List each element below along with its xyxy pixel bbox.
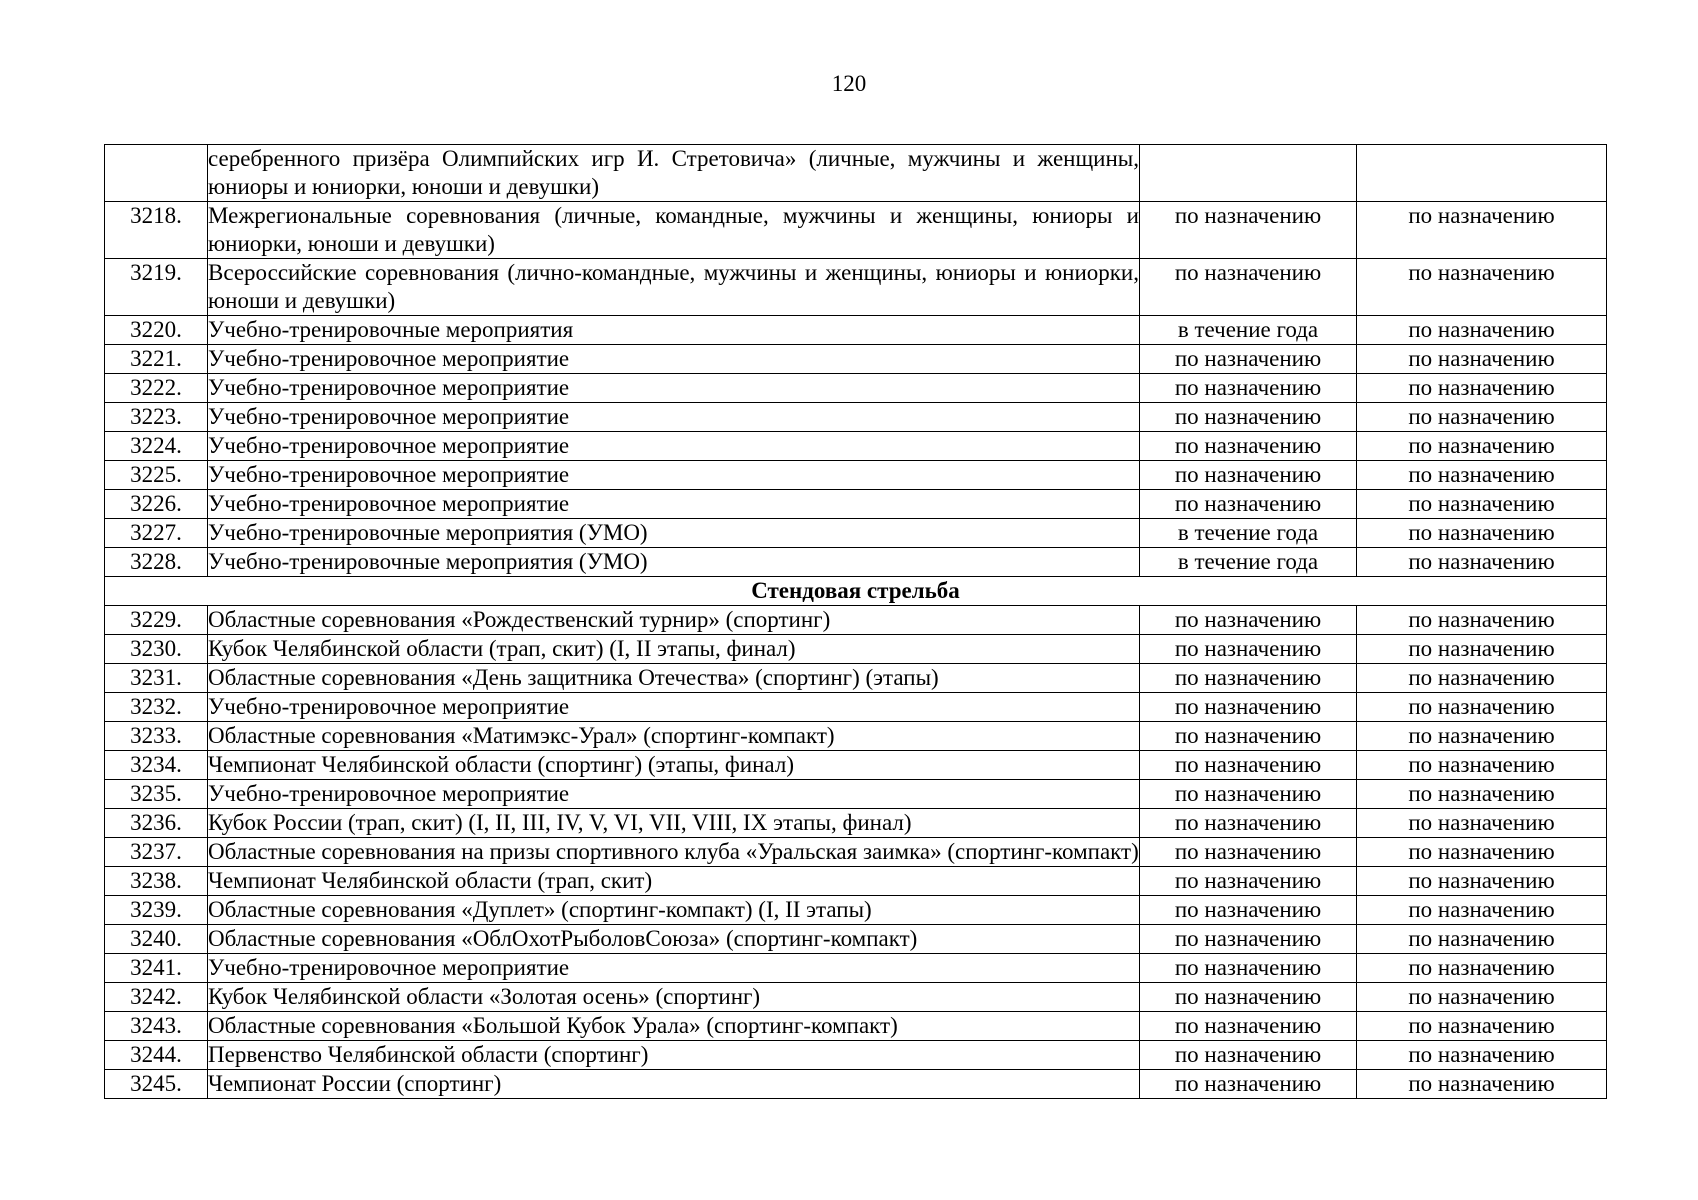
- row-number: 3229.: [105, 606, 208, 635]
- event-venue: по назначению: [1357, 983, 1607, 1012]
- event-name: Областные соревнования на призы спортивного клуба «Уральская заимка» (спортинг-компакт): [208, 838, 1140, 867]
- event-name: Кубок Челябинской области (трап, скит) (I, II этапы, финал): [208, 635, 1140, 664]
- event-venue: по назначению: [1357, 490, 1607, 519]
- event-name: Учебно-тренировочное мероприятие: [208, 403, 1140, 432]
- event-name: Кубок России (трап, скит) (I, II, III, IV, V, VI, VII, VIII, IX этапы, финал): [208, 809, 1140, 838]
- table-row: [105, 809, 1607, 838]
- event-venue: по назначению: [1357, 548, 1607, 577]
- event-date: в течение года: [1140, 316, 1357, 345]
- row-number: 3239.: [105, 896, 208, 925]
- table-row: [105, 983, 1607, 1012]
- row-number: 3219.: [105, 259, 208, 316]
- events-table-body: [105, 145, 1607, 1099]
- table-row: [105, 925, 1607, 954]
- event-date: по назначению: [1140, 983, 1357, 1012]
- table-row: [105, 432, 1607, 461]
- row-number: 3244.: [105, 1041, 208, 1070]
- table-row: [105, 461, 1607, 490]
- table-row: [105, 316, 1607, 345]
- row-number: 3222.: [105, 374, 208, 403]
- event-name: Учебно-тренировочное мероприятие: [208, 432, 1140, 461]
- event-name: Областные соревнования «Дуплет» (спортинг-компакт) (I, II этапы): [208, 896, 1140, 925]
- event-name: Учебно-тренировочное мероприятие: [208, 780, 1140, 809]
- event-date: по назначению: [1140, 896, 1357, 925]
- section-title: Стендовая стрельба: [105, 577, 1607, 606]
- table-row: [105, 751, 1607, 780]
- event-date: в течение года: [1140, 548, 1357, 577]
- event-venue: по назначению: [1357, 606, 1607, 635]
- row-number: 3242.: [105, 983, 208, 1012]
- page-number: 120: [831, 71, 867, 96]
- event-name: Кубок Челябинской области «Золотая осень» (спортинг): [208, 983, 1140, 1012]
- event-name: Учебно-тренировочное мероприятие: [208, 345, 1140, 374]
- event-date: по назначению: [1140, 722, 1357, 751]
- table-row: [105, 548, 1607, 577]
- event-name: Первенство Челябинской области (спортинг): [208, 1041, 1140, 1070]
- event-venue: по назначению: [1357, 867, 1607, 896]
- row-number: 3231.: [105, 664, 208, 693]
- table-row: [105, 259, 1607, 316]
- row-number: 3237.: [105, 838, 208, 867]
- event-name: Учебно-тренировочные мероприятия (УМО): [208, 519, 1140, 548]
- table-row: [105, 664, 1607, 693]
- event-venue: по назначению: [1357, 635, 1607, 664]
- event-venue: по назначению: [1357, 693, 1607, 722]
- table-row: [105, 867, 1607, 896]
- table-row: [105, 1041, 1607, 1070]
- event-date: по назначению: [1140, 751, 1357, 780]
- table-row: [105, 1012, 1607, 1041]
- row-number: 3230.: [105, 635, 208, 664]
- table-row: [105, 345, 1607, 374]
- event-venue: по назначению: [1357, 403, 1607, 432]
- event-venue: по назначению: [1357, 925, 1607, 954]
- event-date: по назначению: [1140, 1070, 1357, 1099]
- event-name: Чемпионат Челябинской области (трап, скит): [208, 867, 1140, 896]
- event-name: Учебно-тренировочное мероприятие: [208, 374, 1140, 403]
- row-number: 3234.: [105, 751, 208, 780]
- row-number: 3224.: [105, 432, 208, 461]
- row-number: 3236.: [105, 809, 208, 838]
- row-number: 3218.: [105, 202, 208, 259]
- event-name: Всероссийские соревнования (лично-командные, мужчины и женщины, юниоры и юниорки, юноши и девушки): [208, 259, 1140, 316]
- event-name: Чемпионат России (спортинг): [208, 1070, 1140, 1099]
- event-name: Областные соревнования «Большой Кубок Урала» (спортинг-компакт): [208, 1012, 1140, 1041]
- table-row: [105, 896, 1607, 925]
- row-number: 3240.: [105, 925, 208, 954]
- event-date: по назначению: [1140, 867, 1357, 896]
- event-venue: по назначению: [1357, 954, 1607, 983]
- event-date: по назначению: [1140, 925, 1357, 954]
- event-date: по назначению: [1140, 954, 1357, 983]
- event-venue: по назначению: [1357, 722, 1607, 751]
- event-date: в течение года: [1140, 519, 1357, 548]
- event-date: [1140, 145, 1357, 202]
- event-name: Учебно-тренировочные мероприятия (УМО): [208, 548, 1140, 577]
- table-row: [105, 1070, 1607, 1099]
- event-date: по назначению: [1140, 345, 1357, 374]
- row-number: 3220.: [105, 316, 208, 345]
- event-date: по назначению: [1140, 664, 1357, 693]
- event-venue: по назначению: [1357, 374, 1607, 403]
- event-date: по назначению: [1140, 202, 1357, 259]
- row-number: 3228.: [105, 548, 208, 577]
- row-number: 3238.: [105, 867, 208, 896]
- event-venue: по назначению: [1357, 1012, 1607, 1041]
- event-date: по назначению: [1140, 461, 1357, 490]
- event-name: Чемпионат Челябинской области (спортинг) (этапы, финал): [208, 751, 1140, 780]
- event-venue: по назначению: [1357, 461, 1607, 490]
- event-venue: по назначению: [1357, 896, 1607, 925]
- event-venue: по назначению: [1357, 259, 1607, 316]
- event-venue: по назначению: [1357, 664, 1607, 693]
- event-name: Областные соревнования «День защитника Отечества» (спортинг) (этапы): [208, 664, 1140, 693]
- events-table: [104, 144, 1607, 1099]
- table-row: [105, 202, 1607, 259]
- table-row: [105, 606, 1607, 635]
- event-date: по назначению: [1140, 635, 1357, 664]
- table-row: [105, 145, 1607, 202]
- row-number: [105, 145, 208, 202]
- event-name: Областные соревнования «ОблОхотРыболовСоюза» (спортинг-компакт): [208, 925, 1140, 954]
- event-venue: по назначению: [1357, 345, 1607, 374]
- event-name: Учебно-тренировочное мероприятие: [208, 954, 1140, 983]
- event-date: по назначению: [1140, 259, 1357, 316]
- table-row: [105, 838, 1607, 867]
- event-date: по назначению: [1140, 403, 1357, 432]
- section-row: [105, 577, 1607, 606]
- row-number: 3232.: [105, 693, 208, 722]
- event-venue: [1357, 145, 1607, 202]
- row-number: 3223.: [105, 403, 208, 432]
- event-date: по назначению: [1140, 374, 1357, 403]
- row-number: 3225.: [105, 461, 208, 490]
- event-date: по назначению: [1140, 780, 1357, 809]
- event-date: по назначению: [1140, 809, 1357, 838]
- row-number: 3221.: [105, 345, 208, 374]
- event-date: по назначению: [1140, 838, 1357, 867]
- event-date: по назначению: [1140, 1012, 1357, 1041]
- event-name: Учебно-тренировочные мероприятия: [208, 316, 1140, 345]
- row-number: 3235.: [105, 780, 208, 809]
- event-venue: по назначению: [1357, 838, 1607, 867]
- row-number: 3241.: [105, 954, 208, 983]
- table-row: [105, 954, 1607, 983]
- event-name: Учебно-тренировочное мероприятие: [208, 693, 1140, 722]
- event-venue: по назначению: [1357, 316, 1607, 345]
- event-venue: по назначению: [1357, 1070, 1607, 1099]
- row-number: 3227.: [105, 519, 208, 548]
- row-number: 3243.: [105, 1012, 208, 1041]
- event-name: Учебно-тренировочное мероприятие: [208, 461, 1140, 490]
- event-date: по назначению: [1140, 693, 1357, 722]
- event-venue: по назначению: [1357, 751, 1607, 780]
- event-date: по назначению: [1140, 432, 1357, 461]
- event-venue: по назначению: [1357, 780, 1607, 809]
- table-row: [105, 693, 1607, 722]
- event-name: Учебно-тренировочное мероприятие: [208, 490, 1140, 519]
- table-row: [105, 403, 1607, 432]
- event-venue: по назначению: [1357, 519, 1607, 548]
- table-row: [105, 722, 1607, 751]
- event-name: серебренного призёра Олимпийских игр И. Стретовича» (личные, мужчины и женщины, юниоры и юниорки, юноши и девушки): [208, 145, 1140, 202]
- event-venue: по назначению: [1357, 432, 1607, 461]
- event-date: по назначению: [1140, 1041, 1357, 1070]
- table-row: [105, 519, 1607, 548]
- event-name: Межрегиональные соревнования (личные, командные, мужчины и женщины, юниоры и юниорки, юноши и девушки): [208, 202, 1140, 259]
- table-row: [105, 780, 1607, 809]
- event-name: Областные соревнования «Матимэкс-Урал» (спортинг-компакт): [208, 722, 1140, 751]
- event-venue: по назначению: [1357, 1041, 1607, 1070]
- table-row: [105, 635, 1607, 664]
- event-name: Областные соревнования «Рождественский турнир» (спортинг): [208, 606, 1140, 635]
- event-venue: по назначению: [1357, 809, 1607, 838]
- row-number: 3226.: [105, 490, 208, 519]
- table-row: [105, 490, 1607, 519]
- row-number: 3245.: [105, 1070, 208, 1099]
- event-venue: по назначению: [1357, 202, 1607, 259]
- row-number: 3233.: [105, 722, 208, 751]
- table-row: [105, 374, 1607, 403]
- event-date: по назначению: [1140, 606, 1357, 635]
- event-date: по назначению: [1140, 490, 1357, 519]
